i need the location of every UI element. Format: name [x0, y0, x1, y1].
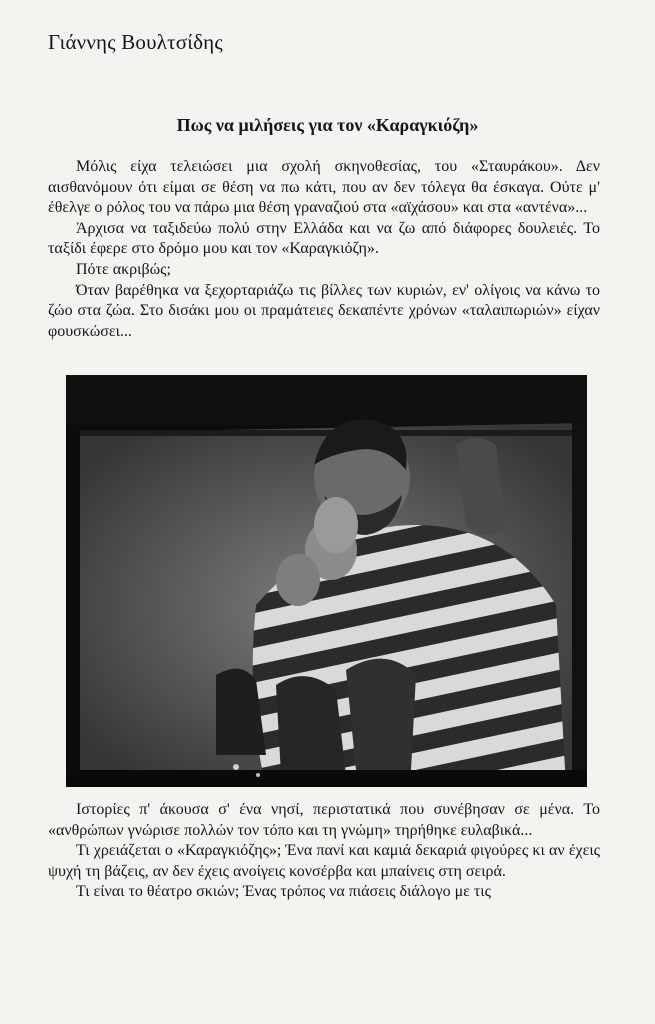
body-text-bottom — [48, 800, 600, 903]
paragraph: Όταν βαρέθηκα να ξεχορταριάζω τις βίλλες των κυριών, εν' ολίγοις να κάνω το ζώο στα ζώα. Στο δισάκι μου οι πραμάτειες δεκαπέντε χρόνων «ταλαιπωριών» είχαν φουσκώσει... — [48, 281, 600, 340]
paragraph: Τι είναι το θέατρο σκιών; Ένας τρόπος να πιάσεις διάλογο με τις — [76, 883, 491, 901]
paragraph: Τι χρειάζεται ο «Καραγκιόζης»; Ένα πανί και καμιά δεκαριά φιγούρες κι αν έχεις ψυχή τη βάζεις, αν δεν έχεις ανοίγεις κονσέρβα και μπαίνεις στη σειρά. — [48, 842, 600, 880]
chapter-title: Πως να μιλήσεις για τον «Καραγκιόζη» — [176, 115, 479, 135]
paragraph: Άρχισα να ταξιδεύω πολύ στην Ελλάδα και να ζω από διάφορες δουλειές. Το ταξίδι έφερε στο δρόμο μου και τον «Καραγκιόζη». — [48, 219, 600, 258]
running-header-author: Γιάννης Βουλτσίδης — [48, 30, 223, 54]
paragraph: Ιστορίες π' άκουσα σ' ένα νησί, περιστατικά που συνέβησαν σε μένα. Το «ανθρώπων γνώρισε πολλών τον τόπο και τη γνώμη» τηρήθηκε ευλαβικά... — [48, 801, 600, 839]
body-text-top — [48, 157, 600, 342]
paragraph: Πότε ακριβώς; — [76, 260, 171, 278]
paragraph: Μόλις είχα τελειώσει μια σχολή σκηνοθεσίας, του «Σταυράκου». Δεν αισθανόμουν ότι είμαι σε θέση να πω κάτι, που αν δεν τόλεγα θα έσκαγα. Ούτε μ' έθελγε ο ρόλος του να πάρω μια θέση γραναζιού στα «αϊχάσου» και στα «αντένα»... — [48, 158, 600, 217]
photograph-puppeteer — [66, 375, 587, 787]
